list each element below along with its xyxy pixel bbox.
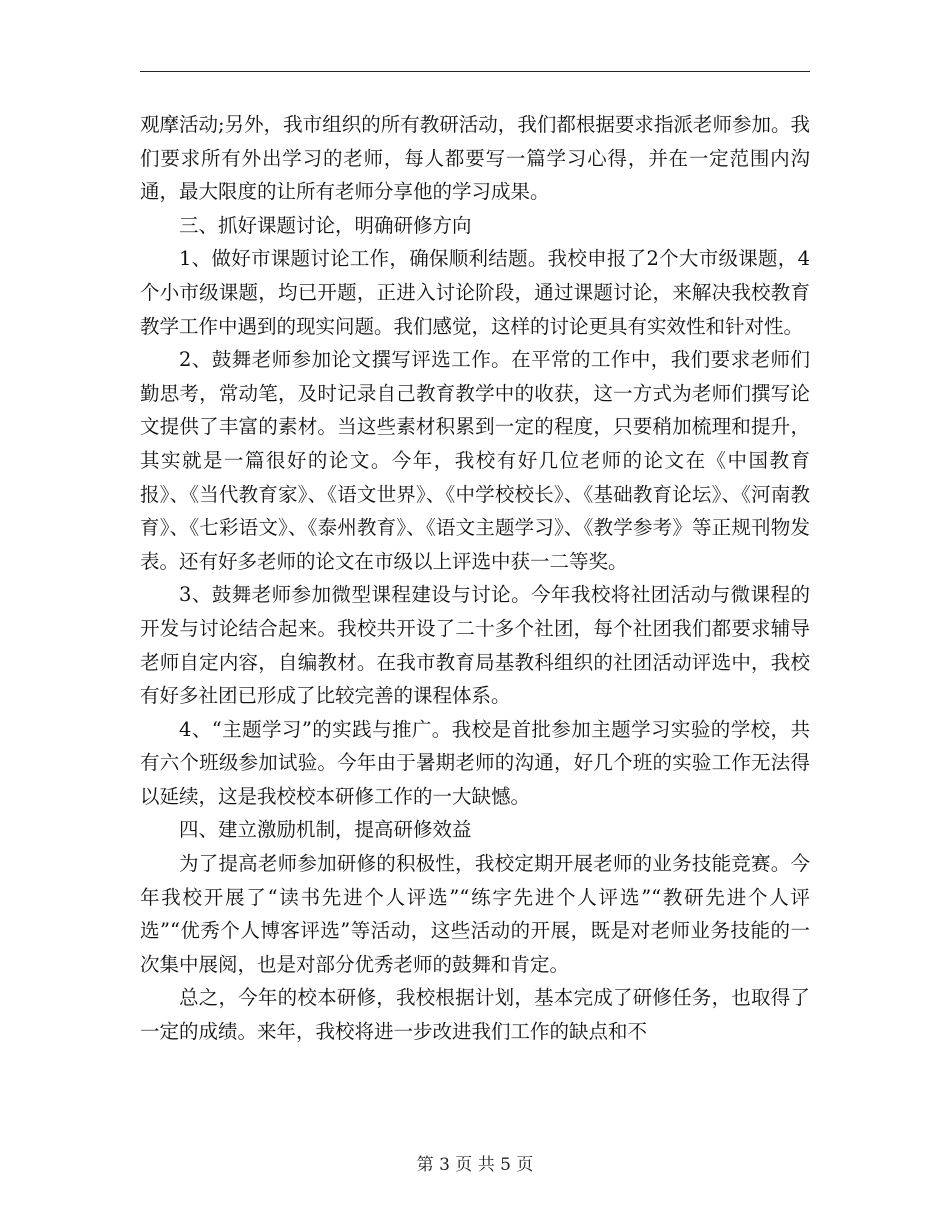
header-rule [140,71,810,72]
paragraph: 为了提高老师参加研修的积极性，我校定期开展老师的业务技能竞赛。今年我校开展了“读书先进个人评选”“练字先进个人评选”“教研先进个人评选”“优秀个人博客评选”等活动，这些活动的开展，既是对老师业务技能的一次集中展阅，也是对部分优秀老师的鼓舞和肯定。 [140,852,810,976]
section-heading: 三、抓好课题讨论，明确研修方向 [179,213,472,237]
paragraph: 1、做好市课题讨论工作，确保顺利结题。我校申报了2个大市级课题，4个小市级课题，均已开题，正进入讨论阶段，通过课题讨论，来解决我校教育教学工作中遇到的现实问题。我们感觉，这样的讨论更具有实效性和针对性。 [140,247,810,338]
document-body [140,108,810,1049]
paragraph: 4、“主题学习”的实践与推广。我校是首批参加主题学习实验的学校，共有六个班级参加试验。今年由于暑期老师的沟通，好几个班的实验工作无法得以延续，这是我校校本研修工作的一大缺憾。 [140,717,810,808]
page-number: 第 3 页 共 5 页 [416,1155,534,1175]
paragraph: 3、鼓舞老师参加微型课程建设与讨论。今年我校将社团活动与微课程的开发与讨论结合起来。我校共开设了二十多个社团，每个社团我们都要求辅导老师自定内容，自编教材。在我市教育局基教科组织的社团活动评选中，我校有好多社团已形成了比较完善的课程体系。 [140,583,810,708]
paragraph: 2、鼓舞老师参加论文撰写评选工作。在平常的工作中，我们要求老师们勤思考，常动笔，及时记录自己教育教学中的收获，这一方式为老师们撰写论文提供了丰富的素材。当这些素材积累到一定的程度，只要稍加梳理和提升，其实就是一篇很好的论文。今年，我校有好几位老师的论文在《中国教育报》、《当代教育家》、《语文世界》、《中学校校长》、《基础教育论坛》、《河南教育》、《七彩语文》、《泰州教育》、《语文主题学习》、《教学参考》等正规刊物发表。还有好多老师的论文在市级以上评选中获一二等奖。 [140,348,810,573]
paragraph: 观摩活动;另外，我市组织的所有教研活动，我们都根据要求指派老师参加。我们要求所有外出学习的老师，每人都要写一篇学习心得，并在一定范围内沟通，最大限度的让所有老师分享他的学习成果。 [140,113,810,204]
paragraph: 总之，今年的校本研修，我校根据计划，基本完成了研修任务，也取得了一定的成绩。来年，我校将进一步改进我们工作的缺点和不 [140,986,810,1044]
section-heading: 四、建立激励机制，提高研修效益 [179,818,472,842]
